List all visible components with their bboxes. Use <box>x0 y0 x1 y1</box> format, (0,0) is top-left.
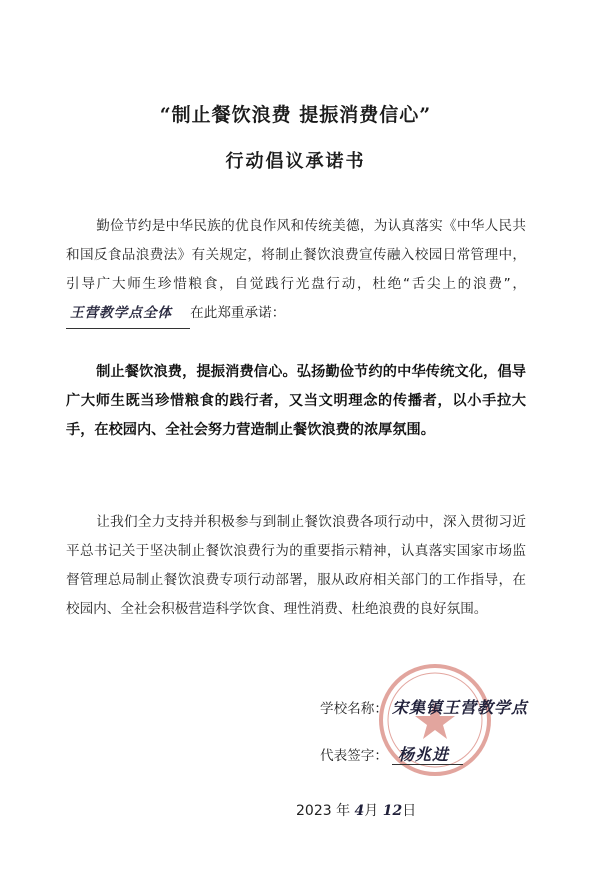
date-day-unit: 日 <box>402 803 417 819</box>
document-title: “制止餐饮浪费 提振消费信心” <box>159 104 432 126</box>
school-name-label: 学校名称： <box>320 701 388 717</box>
date-month: 4 <box>354 803 365 819</box>
paragraph-action <box>66 508 526 624</box>
representative-row <box>320 742 463 765</box>
paragraph-intro-text: 勤俭节约是中华民族的优良作风和传统美德，为认真落实《中华人民共和国反食品浪费法》有关规定，将制止餐饮浪费宣传融入校园日常管理中，引导广大师生珍惜粮食，自觉践行光盘行动，杜绝“舌尖上的浪费”， <box>66 218 526 292</box>
representative-signature: 杨兆进 <box>392 745 463 765</box>
date-year: 2023 <box>296 803 332 819</box>
paragraph-commitment-text: 制止餐饮浪费，提振消费信心。弘扬勤俭节约的中华传统文化，倡导广大师生既当珍惜粮食的践行者，又当文明理念的传播者，以小手拉大手，在校园内、全社会努力营造制止餐饮浪费的浓厚氛围。 <box>66 364 526 438</box>
school-name-signature: 宋集镇王营教学点 <box>391 698 528 717</box>
paragraph-action-text: 让我们全力支持并积极参与到制止餐饮浪费各项行动中，深入贯彻习近平总书记关于坚决制止餐饮浪费行为的重要指示精神，认真落实国家市场监督管理总局制止餐饮浪费专项行动部署，服从政府相关部门的工作指导，在校园内、全社会积极营造科学饮食、理性消费、杜绝浪费的良好氛围。 <box>66 514 526 617</box>
date-month-unit: 月 <box>364 803 379 819</box>
date-day: 12 <box>382 803 403 819</box>
date-year-unit: 年 <box>336 803 351 819</box>
paragraph-commitment <box>66 358 526 445</box>
document-subtitle: 行动倡议承诺书 <box>225 151 366 172</box>
handwritten-school-fill: 王营教学点全体 <box>66 299 190 329</box>
document-date <box>296 800 416 820</box>
paragraph-intro <box>66 212 526 329</box>
school-name-row <box>320 695 528 718</box>
paragraph-intro-tail: 在此郑重承诺： <box>190 305 286 321</box>
representative-label: 代表签字： <box>320 748 388 764</box>
